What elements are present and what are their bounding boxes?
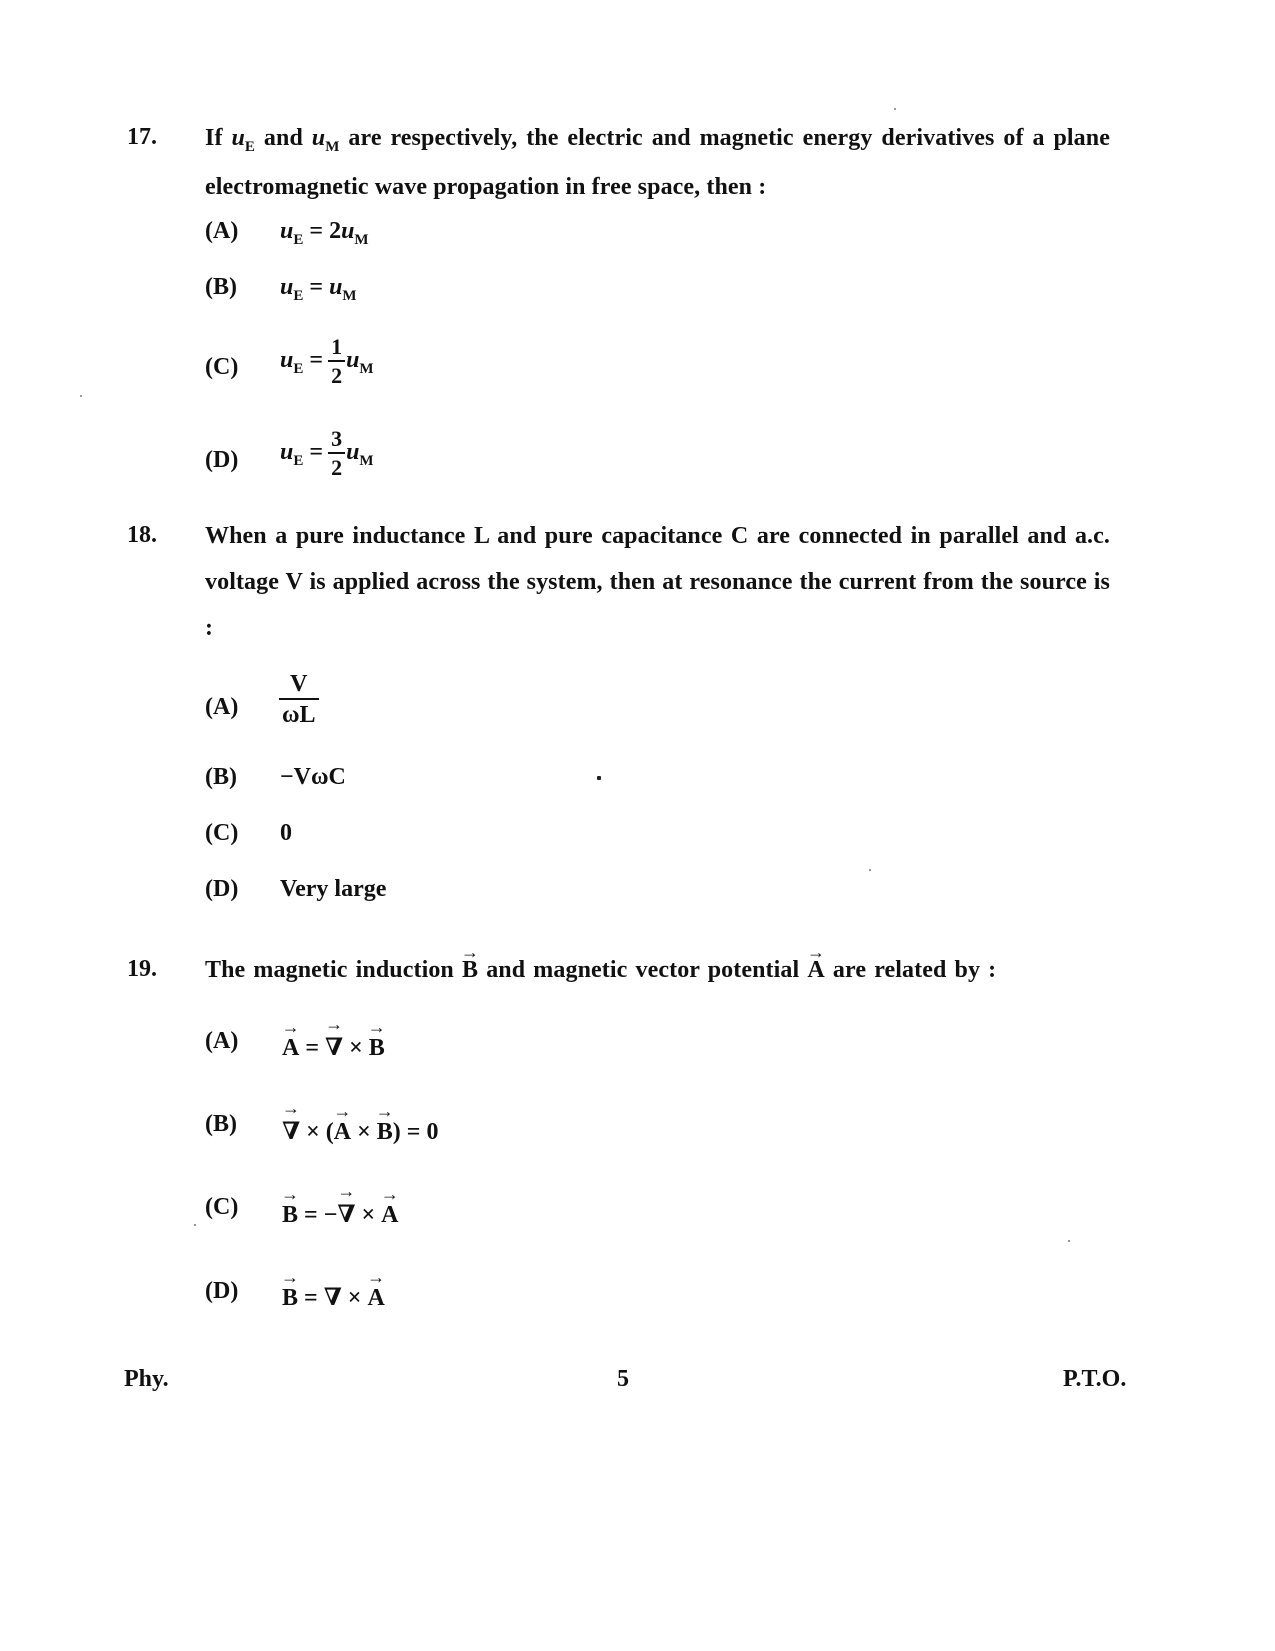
q18-option-d-label: (D) <box>205 876 239 902</box>
scan-speck <box>894 108 896 110</box>
symbol-u: u <box>341 218 355 244</box>
q18-option-b-label: (B) <box>205 764 237 790</box>
subscript: E <box>293 232 304 248</box>
vector-A: → A <box>334 1119 351 1146</box>
symbol-u: u <box>346 347 360 374</box>
equals-sign: = <box>303 347 330 374</box>
operator: × <box>343 1035 369 1061</box>
numerator: 1 <box>331 334 343 359</box>
operator: = <box>299 1035 326 1061</box>
q17-option-a-formula <box>280 218 369 249</box>
subscript: E <box>293 288 304 304</box>
vector-A: → A <box>367 1285 384 1312</box>
q17-option-c-formula <box>280 336 374 387</box>
operator: × ( <box>300 1119 334 1145</box>
vector-A: → A <box>282 1035 299 1062</box>
q17-text-part: If <box>205 125 232 151</box>
question-17-number: 17. <box>127 124 157 150</box>
q17-option-c-label: (C) <box>205 354 239 380</box>
vector-B: → B <box>462 950 478 990</box>
vector-nabla: → ∇ <box>282 1116 300 1146</box>
q19-option-c-formula <box>282 1199 398 1229</box>
q17-subscript-M: M <box>325 139 340 155</box>
q18-option-d-value: Very large <box>280 876 387 902</box>
q17-symbol-u: u <box>231 125 245 151</box>
q19-text-part: are related by : <box>824 957 997 983</box>
page-number: 5 <box>617 1366 629 1392</box>
q19-option-a-formula <box>282 1032 385 1062</box>
q19-text-part: The magnetic induction <box>205 957 462 983</box>
operator: = ∇ × <box>298 1285 368 1311</box>
q17-option-b-label: (B) <box>205 274 237 300</box>
operator: × <box>351 1119 377 1145</box>
subscript: E <box>293 453 304 470</box>
subscript: M <box>359 361 374 378</box>
q17-option-d-formula <box>280 428 374 479</box>
footer-pto: P.T.O. <box>1063 1366 1127 1392</box>
q19-option-d-formula <box>282 1282 385 1312</box>
denominator: ωL <box>282 702 316 728</box>
vector-A: → A <box>807 950 824 990</box>
subscript: M <box>354 232 369 248</box>
q17-symbol-u: u <box>311 125 326 151</box>
fraction <box>329 428 344 479</box>
scan-speck <box>597 776 601 780</box>
q17-subscript-E: E <box>244 139 255 155</box>
q19-option-a-label: (A) <box>205 1028 239 1054</box>
operator: × <box>355 1202 382 1228</box>
q19-option-d-label: (D) <box>205 1278 239 1304</box>
equals-sign: = <box>303 439 330 466</box>
q18-option-a-label: (A) <box>205 694 239 720</box>
coefficient: 2 <box>329 218 342 244</box>
operator: ) = 0 <box>392 1119 439 1145</box>
vector-B: → B <box>282 1202 298 1229</box>
scan-speck <box>1068 1240 1070 1242</box>
q19-option-b-label: (B) <box>205 1111 237 1137</box>
numerator: V <box>290 671 308 697</box>
q17-text-part: and <box>255 125 312 151</box>
question-18-text: When a pure inductance L and pure capacitance C are connected in parallel and a.c. voltage V is applied across the system, then at resonance the current from the source is : <box>205 523 1110 641</box>
q17-symbol-uE <box>231 125 255 155</box>
symbol-u: u <box>280 439 294 466</box>
subscript: M <box>359 453 374 470</box>
q17-option-a-label: (A) <box>205 218 239 244</box>
subscript: E <box>293 361 304 378</box>
operator: = − <box>298 1202 338 1228</box>
vector-B: → B <box>369 1035 385 1062</box>
question-19-text <box>205 950 1110 990</box>
vector-A: → A <box>381 1202 398 1229</box>
q18-option-a-formula <box>280 672 318 727</box>
q19-option-b-formula <box>282 1116 438 1146</box>
q17-symbol-uM <box>311 125 340 155</box>
symbol-u: u <box>280 274 294 300</box>
q18-option-c-value: 0 <box>280 820 292 846</box>
vector-B: → B <box>282 1285 298 1312</box>
scan-speck <box>869 869 871 871</box>
q17-option-b-formula <box>280 274 357 305</box>
scan-speck <box>80 395 82 397</box>
question-18-number: 18. <box>127 522 157 548</box>
denominator: 2 <box>331 363 343 388</box>
subscript: M <box>342 288 357 304</box>
q18-option-c-label: (C) <box>205 820 239 846</box>
vector-nabla: → ∇ <box>325 1032 343 1062</box>
vector-B: → B <box>377 1119 393 1146</box>
footer-subject: Phy. <box>124 1366 169 1392</box>
fraction <box>280 672 318 727</box>
scan-speck <box>194 1224 196 1226</box>
q18-option-b-value: −VωC <box>280 764 346 790</box>
question-17-text <box>205 118 1110 207</box>
denominator: 2 <box>331 455 343 480</box>
fraction <box>329 336 344 387</box>
q19-option-c-label: (C) <box>205 1194 239 1220</box>
symbol-u: u <box>346 439 360 466</box>
equals-sign: = <box>303 218 330 244</box>
q17-text-part: are respectively, the electric and magnetic energy derivatives of a plane electromagnetic wave propagation in free space, then : <box>205 125 1110 200</box>
symbol-u: u <box>280 218 294 244</box>
equals-sign: = <box>303 274 330 300</box>
q19-text-part: and magnetic vector potential <box>478 957 808 983</box>
symbol-u: u <box>329 274 343 300</box>
numerator: 3 <box>331 426 343 451</box>
q17-option-d-label: (D) <box>205 447 239 473</box>
symbol-u: u <box>280 347 294 374</box>
question-19-number: 19. <box>127 956 157 982</box>
vector-nabla: → ∇ <box>337 1199 355 1229</box>
